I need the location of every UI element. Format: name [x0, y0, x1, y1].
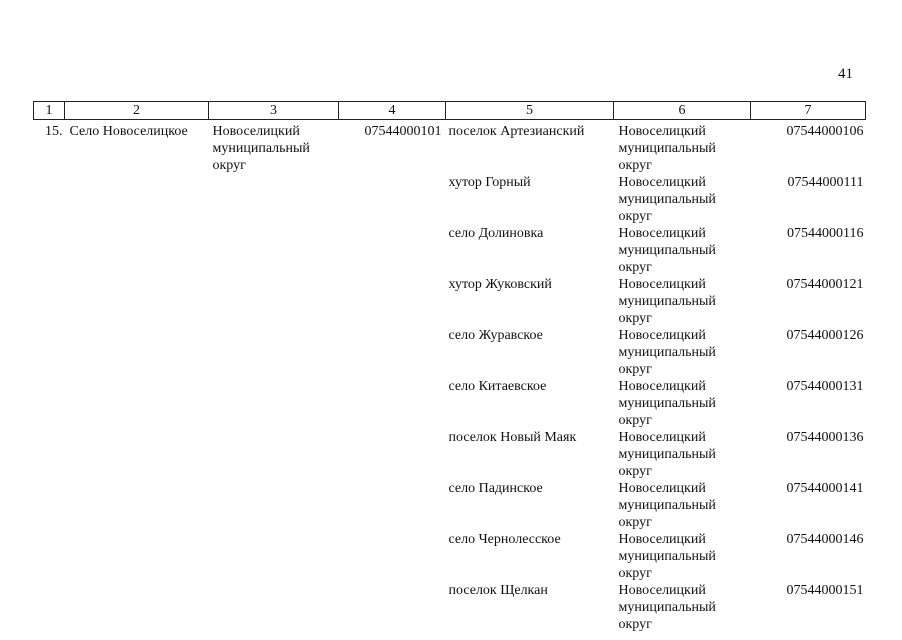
empty-cell — [65, 225, 209, 276]
header-cell-6: 6 — [614, 102, 751, 120]
empty-cell — [339, 327, 446, 378]
table-row — [34, 120, 866, 175]
table-row — [34, 582, 866, 633]
district-name: Новоселицкий муниципальный округ — [618, 226, 716, 275]
locality-name: село Китаевское — [448, 379, 547, 394]
settlement-code: 07544000101 — [364, 124, 442, 139]
empty-cell — [34, 429, 65, 480]
district-name: Новоселицкий муниципальный округ — [618, 124, 716, 173]
locality-name: село Долиновка — [448, 226, 544, 241]
empty-cell — [65, 531, 209, 582]
locality-code: 07544000111 — [787, 175, 864, 190]
header-cell-7: 7 — [751, 102, 866, 120]
locality-name: хутор Горный — [448, 175, 531, 190]
empty-cell — [65, 378, 209, 429]
empty-cell — [34, 378, 65, 429]
district-name: Новоселицкий муниципальный округ — [618, 481, 716, 530]
empty-cell — [339, 480, 446, 531]
district-name: Новоселицкий муниципальный округ — [618, 277, 716, 326]
locality-code: 07544000131 — [786, 379, 864, 394]
empty-cell — [209, 276, 339, 327]
header-cell-2: 2 — [65, 102, 209, 120]
empty-cell — [65, 429, 209, 480]
empty-cell — [339, 225, 446, 276]
locality-name: поселок Щелкан — [448, 583, 548, 598]
table-row — [34, 174, 866, 225]
district-name: Новоселицкий муниципальный округ — [618, 328, 716, 377]
locality-code: 07544000116 — [787, 226, 864, 241]
locality-name: село Падинское — [448, 481, 543, 496]
table-header — [34, 102, 866, 120]
table-row — [34, 276, 866, 327]
empty-cell — [34, 480, 65, 531]
empty-cell — [65, 480, 209, 531]
table-row — [34, 429, 866, 480]
table-row — [34, 378, 866, 429]
empty-cell — [34, 276, 65, 327]
empty-cell — [209, 582, 339, 633]
empty-cell — [209, 225, 339, 276]
empty-cell — [65, 276, 209, 327]
district-name: Новоселицкий муниципальный округ — [618, 379, 716, 428]
empty-cell — [65, 327, 209, 378]
empty-cell — [34, 531, 65, 582]
settlements-table — [33, 101, 866, 633]
locality-name: село Чернолесское — [448, 532, 561, 547]
district-name: Новоселицкий муниципальный округ — [618, 175, 716, 224]
locality-code: 07544000141 — [786, 481, 864, 496]
empty-cell — [34, 582, 65, 633]
empty-cell — [65, 582, 209, 633]
locality-name: поселок Артезианский — [448, 124, 585, 139]
locality-code: 07544000136 — [786, 430, 864, 445]
empty-cell — [209, 378, 339, 429]
locality-code: 07544000126 — [786, 328, 864, 343]
empty-cell — [339, 429, 446, 480]
empty-cell — [339, 276, 446, 327]
district-name: Новоселицкий муниципальный округ — [618, 532, 716, 581]
locality-name: хутор Жуковский — [448, 277, 552, 292]
municipality-name: Новоселицкий муниципальный округ — [212, 124, 310, 173]
table-row — [34, 327, 866, 378]
district-name: Новоселицкий муниципальный округ — [618, 583, 716, 632]
empty-cell — [209, 429, 339, 480]
empty-cell — [34, 327, 65, 378]
locality-name: село Журавское — [448, 328, 543, 343]
settlement-name: Село Новоселицкое — [69, 124, 188, 139]
empty-cell — [209, 327, 339, 378]
locality-code: 07544000106 — [786, 124, 864, 139]
header-cell-3: 3 — [209, 102, 339, 120]
empty-cell — [209, 480, 339, 531]
empty-cell — [34, 225, 65, 276]
empty-cell — [209, 174, 339, 225]
empty-cell — [34, 174, 65, 225]
empty-cell — [339, 378, 446, 429]
header-row — [34, 102, 866, 120]
locality-name: поселок Новый Маяк — [448, 430, 577, 445]
header-cell-4: 4 — [339, 102, 446, 120]
empty-cell — [209, 531, 339, 582]
table-row — [34, 225, 866, 276]
page-number: 41 — [838, 66, 853, 82]
locality-code: 07544000151 — [786, 583, 864, 598]
header-cell-5: 5 — [446, 102, 614, 120]
empty-cell — [65, 174, 209, 225]
table-row — [34, 531, 866, 582]
table-body — [34, 120, 866, 634]
table-row — [34, 480, 866, 531]
row-number: 15. — [45, 124, 63, 139]
empty-cell — [339, 531, 446, 582]
header-cell-1: 1 — [34, 102, 65, 120]
empty-cell — [339, 582, 446, 633]
empty-cell — [339, 174, 446, 225]
locality-code: 07544000146 — [786, 532, 864, 547]
district-name: Новоселицкий муниципальный округ — [618, 430, 716, 479]
locality-code: 07544000121 — [786, 277, 864, 292]
